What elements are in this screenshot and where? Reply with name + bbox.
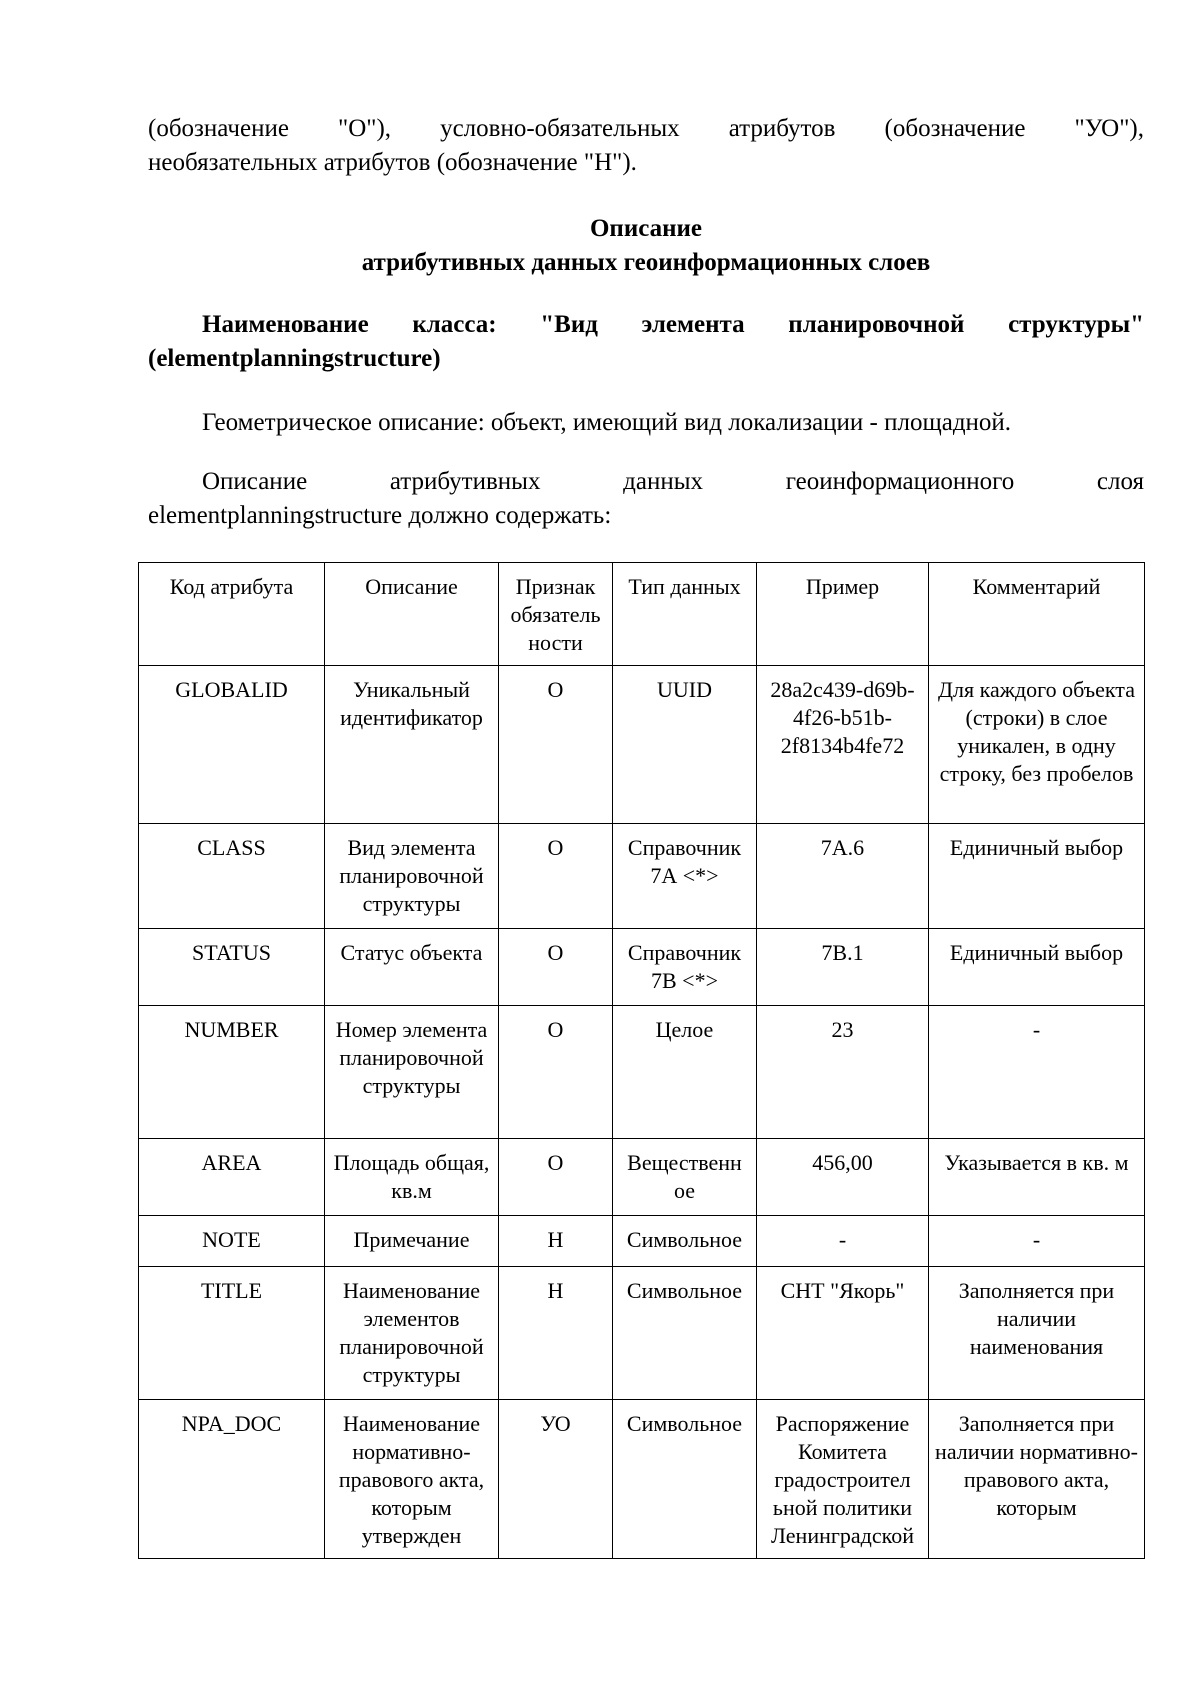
heading-line-1: Описание [589,215,703,242]
cell-code: NUMBER [139,1006,325,1139]
cell-code: STATUS [139,929,325,1006]
header-data-type: Тип данных [613,563,757,666]
table-row [139,929,1145,1006]
table-header-row [139,563,1145,666]
cell-example: - [757,1216,929,1267]
table-row [139,1006,1145,1139]
cell-comment: Заполняется при наличии наименования [929,1267,1145,1400]
table-row [139,1216,1145,1267]
cell-mandatory: О [499,1139,613,1216]
cell-code: AREA [139,1139,325,1216]
table-row [139,824,1145,929]
cell-type: Символьное [613,1216,757,1267]
cell-mandatory: О [499,929,613,1006]
cell-comment: Для каждого объекта (строки) в слое уникален, в одну строку, без пробелов [929,666,1145,824]
header-comment: Комментарий [929,563,1145,666]
cell-mandatory: О [499,666,613,824]
cell-comment: Заполняется при наличии нормативно-правового акта, которым [929,1400,1145,1559]
cell-description: Площадь общая, кв.м [325,1139,499,1216]
cell-type: Целое [613,1006,757,1139]
cell-type: UUID [613,666,757,824]
cell-example: 456,00 [757,1139,929,1216]
cell-mandatory: О [499,1006,613,1139]
cell-example: Распоряжение Комитета градостроител ьной политики Ленинградской [757,1400,929,1559]
cell-description: Наименование нормативно-правового акта, которым утвержден [325,1400,499,1559]
cell-code: CLASS [139,824,325,929]
cell-type: Символьное [613,1400,757,1559]
cell-code: TITLE [139,1267,325,1400]
attributes-table [138,562,1145,1559]
description-line-2: elementplanningstructure должно содержать: [148,502,612,529]
cell-description: Статус объекта [325,929,499,1006]
cell-description: Вид элемента планировочной структуры [325,824,499,929]
cell-code: NOTE [139,1216,325,1267]
cell-code: NPA_DOC [139,1400,325,1559]
cell-description: Номер элемента планировочной структуры [325,1006,499,1139]
cell-mandatory: Н [499,1267,613,1400]
cell-type: Символьное [613,1267,757,1400]
description-line-1: Описание атрибутивных данных геоинформационного слоя [202,468,1144,495]
cell-mandatory: Н [499,1216,613,1267]
cell-type: Вещественн ое [613,1139,757,1216]
header-description: Описание [325,563,499,666]
intro-line-1: (обозначение "О"), условно-обязательных атрибутов (обозначение "УО"), [148,115,1144,142]
intro-paragraph [148,112,1144,180]
cell-example: 28a2c439-d69b-4f26-b51b-2f8134b4fe72 [757,666,929,824]
cell-comment: Единичный выбор [929,824,1145,929]
intro-line-2: необязательных атрибутов (обозначение "Н"). [148,149,637,176]
cell-example: СНТ "Якорь" [757,1267,929,1400]
table-row [139,1139,1145,1216]
cell-type: Справочник 7А <*> [613,824,757,929]
header-attribute-code: Код атрибута [139,563,325,666]
cell-comment: Указывается в кв. м [929,1139,1145,1216]
cell-comment: - [929,1216,1145,1267]
class-name-line-1: Наименование класса: "Вид элемента планировочной структуры" [202,311,1144,338]
cell-comment: Единичный выбор [929,929,1145,1006]
header-example: Пример [757,563,929,666]
cell-example: 7В.1 [757,929,929,1006]
cell-description: Наименование элементов планировочной структуры [325,1267,499,1400]
cell-example: 23 [757,1006,929,1139]
class-name-line-2: (elementplanningstructure) [148,345,441,372]
heading-line-2: атрибутивных данных геоинформационных слоев [361,249,931,276]
geometry-description: Геометрическое описание: объект, имеющий вид локализации - площадной. [202,409,1012,436]
cell-description: Уникальный идентификатор [325,666,499,824]
cell-example: 7А.6 [757,824,929,929]
cell-code: GLOBALID [139,666,325,824]
attribute-description-paragraph [148,465,1144,533]
table-row [139,666,1145,824]
cell-mandatory: УО [499,1400,613,1559]
cell-comment: - [929,1006,1145,1139]
cell-mandatory: О [499,824,613,929]
class-name-paragraph [148,308,1144,376]
header-mandatory: Признак обязатель ности [499,563,613,666]
table-row [139,1400,1145,1559]
cell-description: Примечание [325,1216,499,1267]
section-heading [148,212,1144,280]
cell-type: Справочник 7В <*> [613,929,757,1006]
table-row [139,1267,1145,1400]
